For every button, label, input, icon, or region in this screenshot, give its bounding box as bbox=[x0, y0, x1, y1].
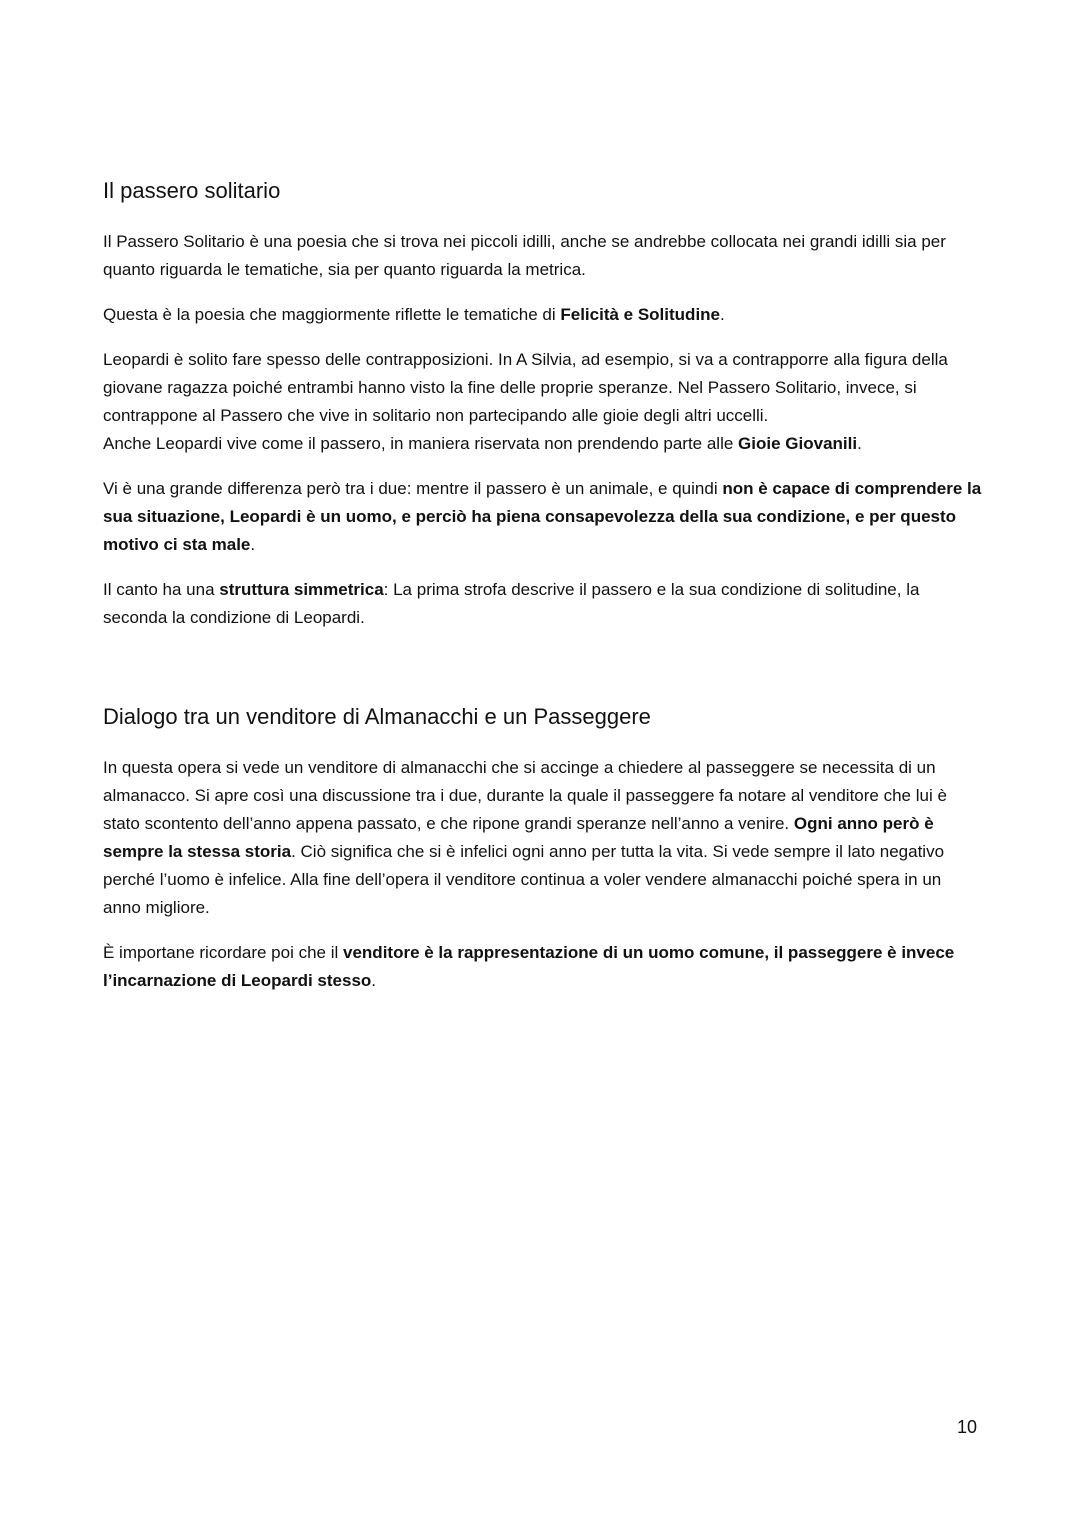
paragraph bbox=[103, 228, 983, 284]
bold-text: Gioie Giovanili bbox=[738, 434, 858, 453]
section-passero-solitario bbox=[103, 176, 983, 649]
section-title: Il passero solitario bbox=[103, 178, 281, 203]
text-run: È importane ricordare poi che il bbox=[103, 943, 344, 962]
bold-text: venditore è la rappresentazione di un uomo comune, il passeggere è invece l’incarnazione di Leopardi stesso bbox=[103, 943, 955, 990]
text-run: . Ciò significa che si è infelici ogni anno per tutta la vita. Si vede sempre il lato negativo perché l’uomo è infelice. Alla fine dell’opera il venditore continua a voler vendere almanacchi poiché spera in un anno migliore. bbox=[103, 842, 945, 917]
text-run: Questa è la poesia che maggiormente riflette le tematiche di bbox=[103, 305, 561, 324]
text-run: . bbox=[857, 434, 862, 453]
text-run: . bbox=[250, 535, 256, 554]
text-run: : La prima strofa descrive il passero e la sua condizione di solitudine, la seconda la condizione di Leopardi. bbox=[103, 580, 920, 627]
bold-text: Ogni anno però è sempre la stessa storia bbox=[103, 814, 934, 861]
page-number: 10 bbox=[956, 1417, 977, 1437]
paragraph bbox=[103, 939, 983, 995]
paragraph bbox=[103, 475, 983, 559]
bold-text: Felicità e Solitudine bbox=[560, 305, 720, 324]
text-run: Il canto ha una bbox=[103, 580, 220, 599]
text-run: Leopardi è solito fare spesso delle contrapposizioni. In A Silvia, ad esempio, si va a contrapporre alla figura della giovane ragazza poiché entrambi hanno visto la fine delle proprie speranze. Nel Passero Solitario, invece, si contrappone al Passero che vive in solitario non partecipando alle gioie degli altri uccelli. bbox=[103, 350, 948, 425]
text-run: Vi è una grande differenza però tra i due: mentre il passero è un animale, e quindi bbox=[103, 479, 723, 498]
paragraph bbox=[103, 346, 983, 458]
text-run: . bbox=[371, 971, 377, 990]
bold-text: struttura simmetrica bbox=[219, 580, 384, 599]
text-run: Anche Leopardi vive come il passero, in maniera riservata non prendendo parte alle bbox=[103, 434, 739, 453]
text-run: In questa opera si vede un venditore di almanacchi che si accinge a chiedere al passeggere se necessita di un almanacco. Si apre così una discussione tra i due, durante la quale il passeggere fa notare al venditore che lui è stato scontento dell’anno appena passato, e che ripone grandi speranze nell’anno a venire. bbox=[103, 758, 947, 833]
paragraph bbox=[103, 301, 983, 329]
text-run: . bbox=[720, 305, 725, 324]
section-body bbox=[103, 228, 983, 632]
text-run: Il Passero Solitario è una poesia che si trova nei piccoli idilli, anche se andrebbe collocata nei grandi idilli sia per quanto riguarda le tematiche, sia per quanto riguarda la metrica. bbox=[103, 232, 946, 279]
section-title: Dialogo tra un venditore di Almanacchi e un Passeggere bbox=[103, 704, 651, 729]
section-body bbox=[103, 754, 983, 995]
section-dialogo-venditore bbox=[103, 702, 983, 1012]
bold-text: non è capace di comprendere la sua situazione, Leopardi è un uomo, e perciò ha piena consapevolezza della sua condizione, e per questo motivo ci sta male bbox=[103, 479, 982, 554]
paragraph bbox=[103, 754, 983, 922]
paragraph bbox=[103, 576, 983, 632]
